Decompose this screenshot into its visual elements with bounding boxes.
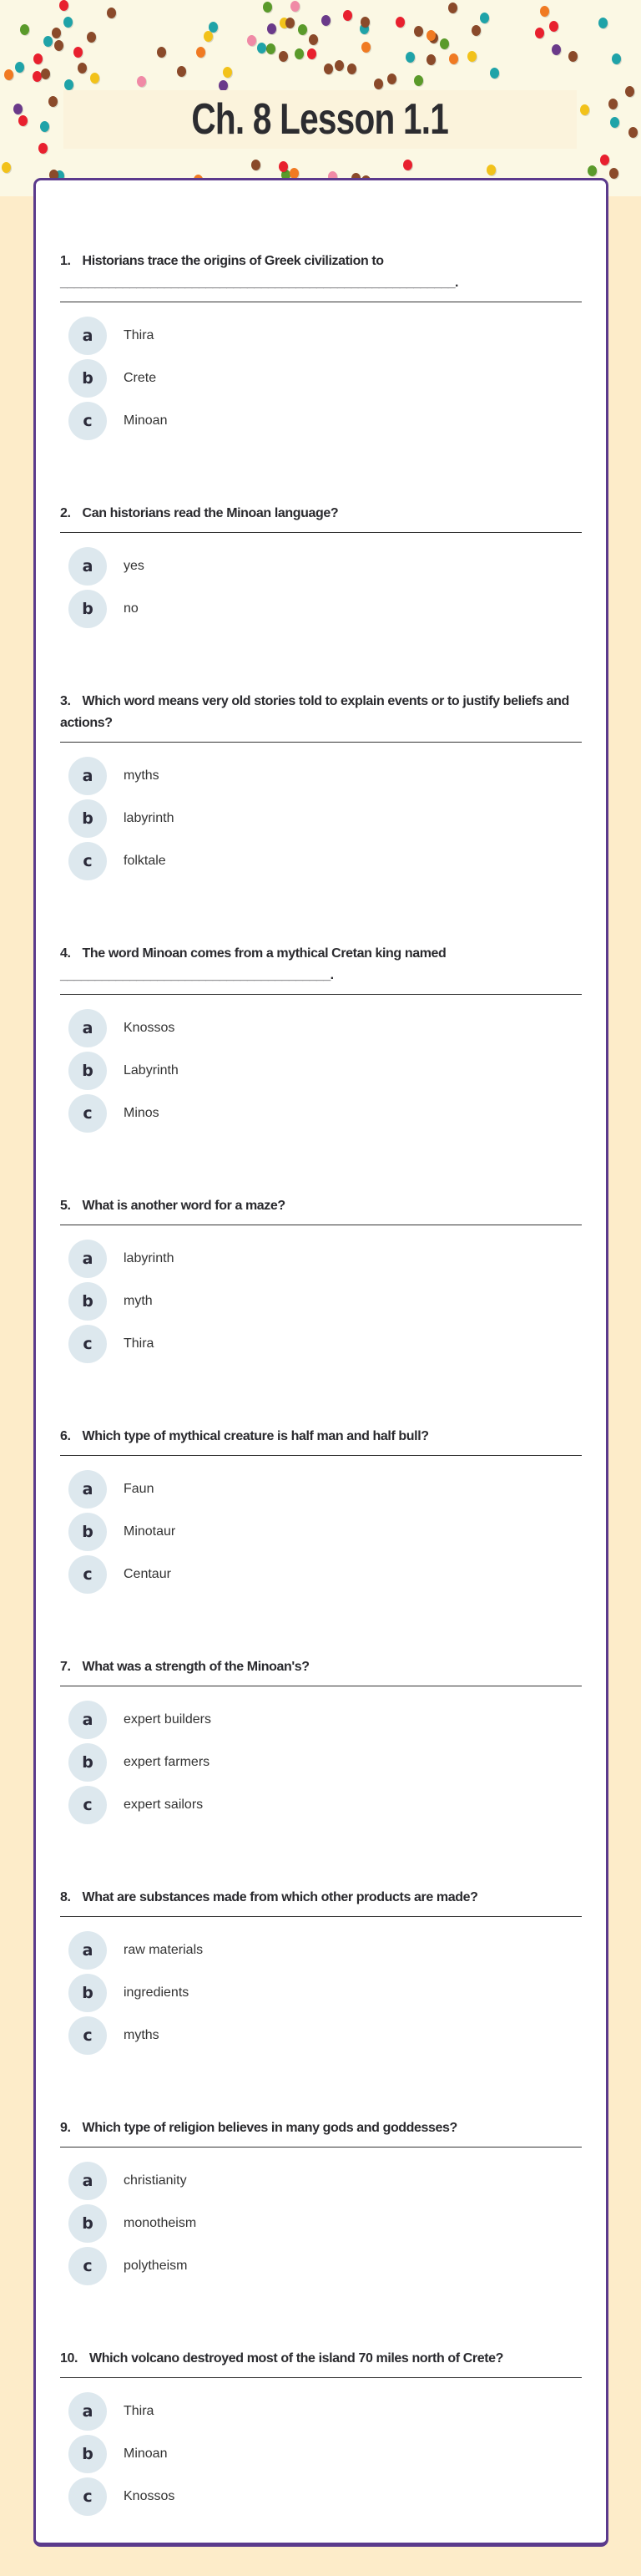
question-title: [60, 691, 582, 734]
confetti-dot: [472, 25, 481, 36]
answer-option-a[interactable]: [60, 1007, 582, 1049]
confetti-dot: [343, 10, 352, 21]
option-letter-badge: b: [68, 1974, 107, 2012]
answer-option-b[interactable]: [60, 1741, 582, 1783]
option-letter-badge: c: [68, 2016, 107, 2055]
confetti-dot: [480, 13, 489, 23]
options-list: [60, 1225, 582, 1365]
option-letter-badge: c: [68, 402, 107, 440]
confetti-dot: [600, 155, 609, 165]
option-letter-badge: a: [68, 757, 107, 795]
confetti-dot: [309, 34, 318, 45]
option-text: folktale: [124, 853, 166, 868]
question-number: 3.: [60, 694, 71, 708]
option-letter-badge: b: [68, 799, 107, 838]
answer-option-a[interactable]: [60, 2159, 582, 2202]
confetti-dot: [608, 99, 618, 109]
question-number: 2.: [60, 506, 71, 520]
option-text: no: [124, 601, 139, 616]
confetti-dot: [285, 18, 295, 28]
confetti-dot: [324, 63, 333, 74]
option-text: monotheism: [124, 2215, 197, 2230]
confetti-dot: [440, 38, 449, 49]
question-number: 10.: [60, 2351, 78, 2366]
option-text: Minos: [124, 1105, 159, 1120]
option-letter-badge: c: [68, 842, 107, 880]
question: [60, 691, 582, 882]
option-text: Labyrinth: [124, 1062, 179, 1078]
question-title: [60, 2117, 582, 2139]
confetti-dot: [396, 17, 405, 28]
option-text: expert builders: [124, 1711, 211, 1727]
question: [60, 943, 582, 1134]
confetti-dot: [535, 28, 544, 38]
answer-option-b[interactable]: [60, 1049, 582, 1092]
question-text: What was a strength of the Minoan's?: [82, 1660, 310, 1674]
option-letter-badge: a: [68, 2162, 107, 2200]
option-letter-badge: c: [68, 1325, 107, 1363]
option-text: expert farmers: [124, 1754, 210, 1769]
confetti-dot: [387, 74, 396, 84]
confetti-dot: [64, 79, 73, 90]
option-text: christianity: [124, 2173, 187, 2188]
answer-blank: _______________________________________.: [60, 968, 334, 982]
question-title: [60, 943, 582, 986]
confetti-dot: [307, 48, 316, 59]
answer-option-c[interactable]: [60, 839, 582, 882]
option-text: Faun: [124, 1481, 154, 1496]
question: [60, 503, 582, 630]
options-list: [60, 743, 582, 882]
question: [60, 2117, 582, 2287]
confetti-dot: [4, 69, 13, 80]
confetti-dot: [467, 51, 477, 62]
question-title: [60, 1887, 582, 1909]
confetti-dot: [266, 43, 275, 54]
confetti-dot: [137, 76, 146, 87]
answer-option-a[interactable]: [60, 754, 582, 797]
answer-option-a[interactable]: [60, 314, 582, 357]
question: [60, 1195, 582, 1365]
question-title: [60, 1195, 582, 1217]
confetti-dot: [78, 63, 87, 74]
question-number: 1.: [60, 254, 71, 268]
question: [60, 2348, 582, 2518]
option-letter-badge: c: [68, 2247, 107, 2285]
confetti-dot: [38, 143, 48, 154]
option-text: Knossos: [124, 2488, 175, 2503]
options-list: [60, 1917, 582, 2056]
answer-option-c[interactable]: [60, 2244, 582, 2287]
confetti-dot: [414, 26, 423, 37]
question-number: 4.: [60, 946, 71, 961]
option-letter-badge: c: [68, 1555, 107, 1594]
option-text: Minoan: [124, 2446, 168, 2461]
confetti-dot: [41, 68, 50, 79]
confetti-dot: [279, 161, 288, 172]
answer-option-c[interactable]: [60, 2014, 582, 2056]
question-title: [60, 2348, 582, 2370]
option-letter-badge: b: [68, 590, 107, 628]
answer-option-c[interactable]: [60, 1553, 582, 1595]
confetti-dot: [157, 47, 166, 58]
confetti-dot: [204, 31, 213, 42]
confetti-dot: [361, 17, 370, 28]
option-letter-badge: c: [68, 2477, 107, 2516]
answer-option-c[interactable]: [60, 1783, 582, 1826]
option-text: Crete: [124, 370, 157, 385]
option-letter-badge: b: [68, 1052, 107, 1090]
answer-blank: _________________________________________________________.: [60, 276, 458, 290]
question-text: What is another word for a maze?: [82, 1199, 285, 1213]
confetti-dot: [267, 23, 276, 34]
confetti-dot: [54, 40, 63, 51]
confetti-dot: [223, 67, 232, 78]
question-title: [60, 251, 582, 294]
confetti-dot: [177, 66, 186, 77]
confetti-dot: [48, 96, 58, 107]
answer-option-a[interactable]: [60, 2390, 582, 2432]
confetti-dot: [279, 51, 288, 62]
confetti-dot: [90, 73, 99, 84]
option-text: Minotaur: [124, 1524, 176, 1539]
option-letter-badge: b: [68, 2435, 107, 2473]
question-text: Can historians read the Minoan language?: [82, 506, 339, 520]
confetti-dot: [609, 168, 618, 179]
answer-option-b[interactable]: [60, 2202, 582, 2244]
question-text: Historians trace the origins of Greek civilization to: [82, 254, 384, 268]
option-letter-badge: c: [68, 1786, 107, 1824]
answer-option-c[interactable]: [60, 1322, 582, 1365]
option-letter-badge: b: [68, 2204, 107, 2243]
option-text: Centaur: [124, 1566, 171, 1581]
answer-option-c[interactable]: [60, 399, 582, 442]
option-text: polytheism: [124, 2258, 188, 2273]
question-number: 9.: [60, 2121, 71, 2135]
confetti-dot: [321, 15, 331, 26]
confetti-dot: [87, 32, 96, 43]
confetti-dot: [403, 160, 412, 170]
confetti-dot: [107, 8, 116, 18]
question: [60, 1656, 582, 1826]
question-text: Which type of mythical creature is half man and half bull?: [82, 1429, 429, 1443]
confetti-dot: [18, 115, 28, 126]
question-text: Which volcano destroyed most of the island 70 miles north of Crete?: [89, 2351, 503, 2366]
confetti-dot: [625, 86, 634, 97]
confetti-dot: [612, 53, 621, 64]
confetti-dot: [448, 3, 457, 13]
option-text: Minoan: [124, 413, 168, 428]
confetti-dot: [52, 28, 61, 38]
option-letter-badge: b: [68, 359, 107, 398]
option-text: expert sailors: [124, 1797, 204, 1812]
quiz-card: [33, 178, 608, 2547]
question-title: [60, 1656, 582, 1678]
confetti-dot: [347, 63, 356, 74]
confetti-dot: [73, 47, 83, 58]
question: [60, 1426, 582, 1595]
question-text: What are substances made from which other products are made?: [82, 1890, 478, 1904]
confetti-dot: [487, 165, 496, 175]
question: [60, 251, 582, 442]
option-text: Thira: [124, 2403, 154, 2418]
options-list: [60, 1456, 582, 1595]
answer-option-b[interactable]: [60, 2432, 582, 2475]
answer-option-b[interactable]: [60, 357, 582, 399]
confetti-header: [0, 0, 641, 196]
confetti-dot: [290, 168, 299, 179]
option-letter-badge: c: [68, 1094, 107, 1133]
option-text: myths: [124, 2027, 159, 2042]
confetti-dot: [588, 165, 597, 176]
question-number: 8.: [60, 1890, 71, 1904]
option-text: labyrinth: [124, 810, 174, 825]
confetti-dot: [610, 117, 619, 128]
question: [60, 1887, 582, 2056]
option-text: ingredients: [124, 1985, 189, 2000]
answer-option-a[interactable]: [60, 1698, 582, 1741]
answer-option-a[interactable]: [60, 545, 582, 587]
confetti-dot: [490, 68, 499, 79]
confetti-dot: [598, 18, 608, 28]
confetti-dot: [13, 104, 23, 114]
options-list: [60, 2148, 582, 2287]
options-list: [60, 1686, 582, 1826]
answer-option-c[interactable]: [60, 2475, 582, 2518]
confetti-dot: [361, 42, 371, 53]
page-title: Ch. 8 Lesson 1.1: [191, 95, 449, 144]
confetti-dot: [335, 60, 344, 71]
answer-option-a[interactable]: [60, 1929, 582, 1971]
confetti-dot: [426, 54, 436, 65]
option-text: Thira: [124, 327, 154, 342]
option-letter-badge: a: [68, 317, 107, 355]
answer-option-c[interactable]: [60, 1092, 582, 1134]
confetti-dot: [549, 21, 558, 32]
confetti-dot: [196, 47, 205, 58]
title-banner: [63, 90, 577, 149]
question-text: Which word means very old stories told to explain events or to justify beliefs and actions?: [60, 694, 569, 730]
option-text: myths: [124, 768, 159, 783]
confetti-dot: [59, 0, 68, 11]
confetti-dot: [40, 121, 49, 132]
option-text: Thira: [124, 1336, 154, 1351]
confetti-dot: [63, 17, 73, 28]
option-letter-badge: a: [68, 1701, 107, 1739]
question-title: [60, 503, 582, 525]
options-list: [60, 533, 582, 630]
confetti-dot: [257, 43, 266, 53]
question-text: Which type of religion believes in many gods and goddesses?: [82, 2121, 457, 2135]
confetti-dot: [406, 52, 415, 63]
option-letter-badge: a: [68, 1931, 107, 1970]
option-text: labyrinth: [124, 1250, 174, 1265]
options-list: [60, 302, 582, 442]
confetti-dot: [219, 80, 228, 91]
option-letter-badge: b: [68, 1282, 107, 1321]
confetti-dot: [449, 53, 458, 64]
question-number: 5.: [60, 1199, 71, 1213]
confetti-dot: [251, 160, 260, 170]
option-letter-badge: b: [68, 1743, 107, 1782]
question-text: The word Minoan comes from a mythical Cretan king named: [82, 946, 447, 961]
confetti-dot: [15, 62, 24, 73]
confetti-dot: [540, 6, 549, 17]
confetti-dot: [426, 30, 436, 41]
confetti-dot: [568, 51, 578, 62]
confetti-dot: [552, 44, 561, 55]
option-letter-badge: a: [68, 2392, 107, 2431]
confetti-dot: [628, 127, 638, 138]
answer-option-a[interactable]: [60, 1237, 582, 1280]
question-number: 6.: [60, 1429, 71, 1443]
confetti-dot: [290, 1, 300, 12]
question-number: 7.: [60, 1660, 71, 1674]
confetti-dot: [20, 24, 29, 35]
answer-option-b[interactable]: [60, 1971, 582, 2014]
answer-option-b[interactable]: [60, 797, 582, 839]
answer-option-b[interactable]: [60, 1510, 582, 1553]
option-text: Knossos: [124, 1020, 175, 1035]
confetti-dot: [298, 24, 307, 35]
option-text: raw materials: [124, 1942, 204, 1957]
options-list: [60, 2378, 582, 2518]
option-text: yes: [124, 558, 144, 573]
answer-option-a[interactable]: [60, 1468, 582, 1510]
option-letter-badge: b: [68, 1513, 107, 1551]
question-title: [60, 1426, 582, 1448]
option-letter-badge: a: [68, 1470, 107, 1509]
confetti-dot: [33, 53, 43, 64]
confetti-dot: [247, 35, 256, 46]
answer-option-b[interactable]: [60, 587, 582, 630]
confetti-dot: [580, 104, 589, 115]
confetti-dot: [295, 48, 304, 59]
option-text: myth: [124, 1293, 153, 1308]
confetti-dot: [43, 36, 53, 47]
option-letter-badge: a: [68, 1240, 107, 1278]
answer-option-b[interactable]: [60, 1280, 582, 1322]
confetti-dot: [263, 2, 272, 13]
options-list: [60, 995, 582, 1134]
confetti-dot: [414, 75, 423, 86]
option-letter-badge: a: [68, 1009, 107, 1047]
confetti-dot: [2, 162, 11, 173]
confetti-dot: [374, 79, 383, 89]
option-letter-badge: a: [68, 547, 107, 586]
